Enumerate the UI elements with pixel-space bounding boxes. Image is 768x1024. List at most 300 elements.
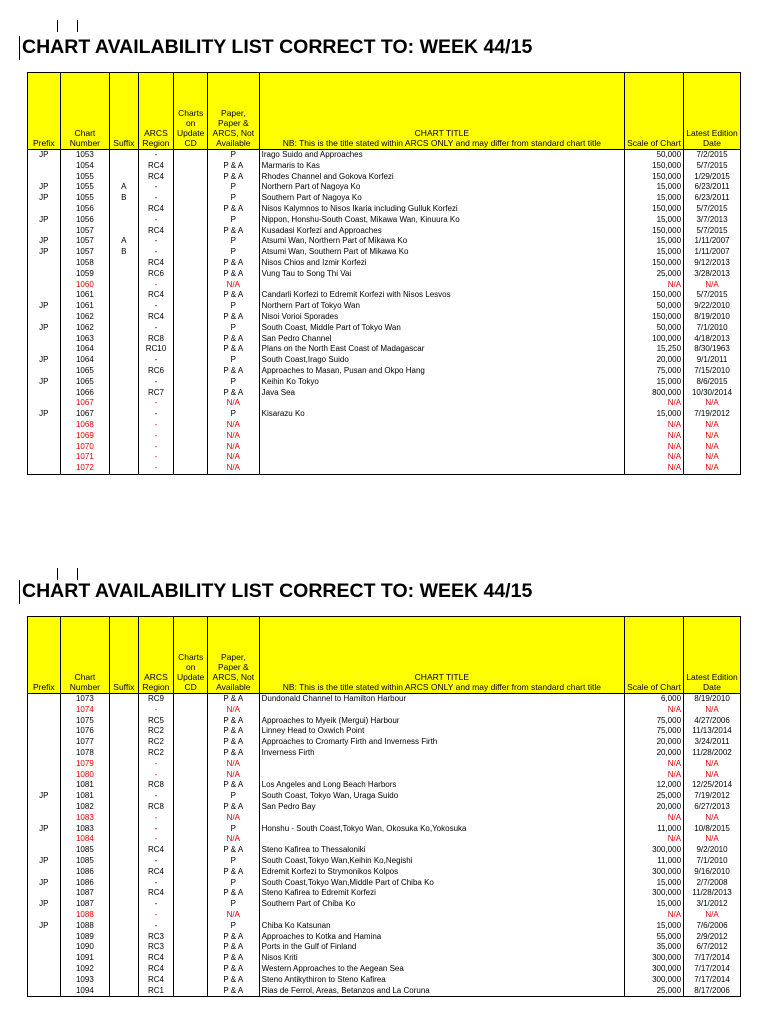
arcs-region-cell: -: [138, 813, 174, 824]
chart-number-cell: 1078: [60, 748, 109, 759]
col-header-charts-on-cd: Charts on Update CD: [174, 73, 208, 150]
scale-cell: 20,000: [625, 802, 684, 813]
suffix-cell: [110, 463, 138, 474]
chart-number-cell: 1085: [60, 845, 109, 856]
chart-number-cell: 1086: [60, 867, 109, 878]
prefix-cell: [28, 986, 61, 997]
arcs-region-cell: RC6: [138, 366, 174, 377]
suffix-cell: [110, 420, 138, 431]
chart-number-cell: 1064: [60, 344, 109, 355]
chart-number-cell: 1083: [60, 824, 109, 835]
scale-cell: 15,000: [625, 193, 684, 204]
prefix-cell: JP: [28, 878, 61, 889]
scale-cell: N/A: [625, 280, 684, 291]
edition-date-cell: 12/25/2014: [684, 780, 741, 791]
charts-on-cd-cell: [174, 975, 208, 986]
suffix-cell: [110, 964, 138, 975]
charts-on-cd-cell: [174, 856, 208, 867]
scale-cell: 15,000: [625, 921, 684, 932]
paper-cell: N/A: [208, 398, 260, 409]
edition-date-cell: 2/9/2012: [684, 932, 741, 943]
edition-date-cell: 5/7/2015: [684, 290, 741, 301]
paper-cell: N/A: [208, 420, 260, 431]
arcs-region-cell: -: [138, 150, 174, 161]
chart-number-cell: 1056: [60, 204, 109, 215]
scale-cell: 300,000: [625, 964, 684, 975]
scale-cell: 35,000: [625, 942, 684, 953]
suffix-cell: [110, 258, 138, 269]
edition-date-cell: 7/17/2014: [684, 964, 741, 975]
prefix-cell: JP: [28, 323, 61, 334]
paper-cell: P & A: [208, 953, 260, 964]
paper-cell: N/A: [208, 280, 260, 291]
charts-on-cd-cell: [174, 910, 208, 921]
suffix-cell: [110, 705, 138, 716]
edition-date-cell: 8/6/2015: [684, 377, 741, 388]
chart-number-cell: 1060: [60, 280, 109, 291]
paper-cell: P & A: [208, 964, 260, 975]
chart-title-cell: Vung Tau to Song Thi Vai: [259, 269, 624, 280]
scale-cell: 20,000: [625, 748, 684, 759]
arcs-region-cell: -: [138, 899, 174, 910]
table-row: [28, 398, 741, 409]
chart-title-heading: CHART TITLE: [414, 128, 469, 138]
charts-on-cd-cell: [174, 182, 208, 193]
prefix-cell: [28, 204, 61, 215]
suffix-cell: [110, 856, 138, 867]
table-row: [28, 845, 741, 856]
chart-title-cell: South Coast, Middle Part of Tokyo Wan: [259, 323, 624, 334]
arcs-region-cell: -: [138, 463, 174, 474]
edition-date-cell: N/A: [684, 705, 741, 716]
edition-date-cell: 8/30/1963: [684, 344, 741, 355]
suffix-cell: [110, 334, 138, 345]
chart-title-cell: Rhodes Channel and Gokova Korfezi: [259, 172, 624, 183]
arcs-region-cell: RC2: [138, 737, 174, 748]
charts-on-cd-cell: [174, 431, 208, 442]
charts-on-cd-cell: [174, 452, 208, 463]
charts-on-cd-cell: [174, 150, 208, 161]
chart-number-cell: 1068: [60, 420, 109, 431]
scale-cell: 50,000: [625, 323, 684, 334]
table-header-row: [28, 617, 741, 694]
paper-cell: P & A: [208, 845, 260, 856]
suffix-cell: [110, 301, 138, 312]
paper-cell: P & A: [208, 290, 260, 301]
chart-number-cell: 1053: [60, 150, 109, 161]
suffix-cell: [110, 748, 138, 759]
suffix-cell: [110, 975, 138, 986]
arcs-region-cell: RC4: [138, 172, 174, 183]
suffix-cell: [110, 834, 138, 845]
col-header-prefix: Prefix: [28, 617, 61, 694]
suffix-cell: [110, 888, 138, 899]
charts-on-cd-cell: [174, 269, 208, 280]
charts-on-cd-cell: [174, 193, 208, 204]
charts-on-cd-cell: [174, 290, 208, 301]
suffix-cell: [110, 942, 138, 953]
edition-date-cell: N/A: [684, 770, 741, 781]
chart-number-cell: 1057: [60, 247, 109, 258]
arcs-region-cell: -: [138, 878, 174, 889]
arcs-region-cell: RC10: [138, 344, 174, 355]
prefix-cell: [28, 802, 61, 813]
table-row: [28, 312, 741, 323]
prefix-cell: [28, 226, 61, 237]
paper-cell: P & A: [208, 269, 260, 280]
prefix-cell: [28, 813, 61, 824]
edition-date-cell: N/A: [684, 910, 741, 921]
charts-on-cd-cell: [174, 726, 208, 737]
col-header-scale: Scale of Chart: [625, 617, 684, 694]
chart-title-cell: Keihin Ko Tokyo: [259, 377, 624, 388]
paper-cell: P & A: [208, 780, 260, 791]
chart-title-cell: Honshu - South Coast,Tokyo Wan, Okosuka Ko,Yokosuka: [259, 824, 624, 835]
suffix-cell: [110, 716, 138, 727]
arcs-region-cell: RC4: [138, 226, 174, 237]
table-row: [28, 975, 741, 986]
paper-cell: P & A: [208, 694, 260, 705]
prefix-cell: [28, 834, 61, 845]
prefix-cell: [28, 910, 61, 921]
prefix-cell: JP: [28, 301, 61, 312]
charts-on-cd-cell: [174, 355, 208, 366]
chart-number-cell: 1092: [60, 964, 109, 975]
scale-cell: 300,000: [625, 975, 684, 986]
chart-title-cell: Northern Part of Tokyo Wan: [259, 301, 624, 312]
chart-title-cell: [259, 759, 624, 770]
paper-cell: P: [208, 377, 260, 388]
table-row: [28, 737, 741, 748]
prefix-cell: [28, 726, 61, 737]
charts-on-cd-cell: [174, 463, 208, 474]
chart-number-cell: 1073: [60, 694, 109, 705]
edition-date-cell: 7/1/2010: [684, 856, 741, 867]
scale-cell: 11,000: [625, 856, 684, 867]
paper-cell: N/A: [208, 834, 260, 845]
charts-on-cd-cell: [174, 791, 208, 802]
table-row: [28, 215, 741, 226]
paper-cell: P & A: [208, 867, 260, 878]
edition-date-cell: 10/8/2015: [684, 824, 741, 835]
edition-date-cell: 6/7/2012: [684, 942, 741, 953]
charts-on-cd-cell: [174, 161, 208, 172]
table-row: [28, 420, 741, 431]
scale-cell: N/A: [625, 910, 684, 921]
suffix-cell: [110, 344, 138, 355]
chart-title-cell: [259, 813, 624, 824]
chart-title-cell: Approaches to Masan, Pusan and Okpo Hang: [259, 366, 624, 377]
chart-number-cell: 1077: [60, 737, 109, 748]
col-header-prefix: Prefix: [28, 73, 61, 150]
suffix-cell: [110, 204, 138, 215]
edition-date-cell: 11/13/2014: [684, 726, 741, 737]
prefix-cell: [28, 258, 61, 269]
chart-number-cell: 1070: [60, 442, 109, 453]
charts-on-cd-cell: [174, 942, 208, 953]
prefix-cell: JP: [28, 182, 61, 193]
table-row: [28, 910, 741, 921]
arcs-region-cell: -: [138, 323, 174, 334]
edition-date-cell: 7/15/2010: [684, 366, 741, 377]
arcs-region-cell: -: [138, 705, 174, 716]
arcs-region-cell: -: [138, 280, 174, 291]
charts-on-cd-cell: [174, 420, 208, 431]
chart-title-cell: [259, 452, 624, 463]
chart-title-cell: Northern Part of Nagoya Ko: [259, 182, 624, 193]
scale-cell: 55,000: [625, 932, 684, 943]
chart-availability-table: [27, 616, 741, 997]
col-header-arcs-region: ARCS Region: [138, 617, 174, 694]
edition-date-cell: 1/11/2007: [684, 236, 741, 247]
suffix-cell: [110, 813, 138, 824]
edition-date-cell: 5/7/2015: [684, 161, 741, 172]
edition-date-cell: 9/1/2011: [684, 355, 741, 366]
charts-on-cd-cell: [174, 770, 208, 781]
arcs-region-cell: RC7: [138, 388, 174, 399]
suffix-cell: [110, 452, 138, 463]
chart-title-cell: Approaches to Myeik (Mergui) Harbour: [259, 716, 624, 727]
suffix-cell: [110, 780, 138, 791]
paper-cell: P & A: [208, 942, 260, 953]
prefix-cell: [28, 694, 61, 705]
edition-date-cell: 7/6/2006: [684, 921, 741, 932]
arcs-region-cell: -: [138, 431, 174, 442]
charts-on-cd-cell: [174, 280, 208, 291]
arcs-region-cell: RC2: [138, 748, 174, 759]
prefix-cell: [28, 867, 61, 878]
charts-on-cd-cell: [174, 236, 208, 247]
chart-number-cell: 1061: [60, 301, 109, 312]
charts-on-cd-cell: [174, 953, 208, 964]
chart-number-cell: 1055: [60, 182, 109, 193]
scale-cell: N/A: [625, 834, 684, 845]
arcs-region-cell: RC3: [138, 942, 174, 953]
suffix-cell: [110, 802, 138, 813]
table-row: [28, 377, 741, 388]
paper-cell: P & A: [208, 726, 260, 737]
paper-cell: P: [208, 182, 260, 193]
charts-on-cd-cell: [174, 867, 208, 878]
suffix-cell: [110, 323, 138, 334]
arcs-region-cell: RC4: [138, 204, 174, 215]
charts-on-cd-cell: [174, 301, 208, 312]
prefix-cell: [28, 748, 61, 759]
chart-title-heading: CHART TITLE: [414, 672, 469, 682]
scale-cell: 15,000: [625, 247, 684, 258]
chart-availability-table: [27, 72, 741, 475]
paper-cell: P: [208, 247, 260, 258]
chart-title-cell: Steno Kafirea to Thessaloniki: [259, 845, 624, 856]
chart-title-cell: Atsumi Wan, Southern Part of Mikawa Ko: [259, 247, 624, 258]
paper-cell: P & A: [208, 802, 260, 813]
suffix-cell: [110, 355, 138, 366]
paper-cell: P & A: [208, 748, 260, 759]
chart-number-cell: 1061: [60, 290, 109, 301]
scale-cell: N/A: [625, 431, 684, 442]
table-row: [28, 226, 741, 237]
paper-cell: P: [208, 236, 260, 247]
scale-cell: 150,000: [625, 204, 684, 215]
chart-title-cell: Approaches to Cromarty Firth and Inverness Firth: [259, 737, 624, 748]
prefix-cell: JP: [28, 856, 61, 867]
table-row: [28, 813, 741, 824]
paper-cell: N/A: [208, 770, 260, 781]
prefix-cell: JP: [28, 921, 61, 932]
charts-on-cd-cell: [174, 172, 208, 183]
table-body: [28, 694, 741, 997]
scale-cell: 15,000: [625, 409, 684, 420]
arcs-region-cell: RC2: [138, 726, 174, 737]
col-header-edition-date: Latest Edition Date: [684, 617, 741, 694]
charts-on-cd-cell: [174, 258, 208, 269]
prefix-cell: [28, 463, 61, 474]
chart-number-cell: 1066: [60, 388, 109, 399]
prefix-cell: JP: [28, 247, 61, 258]
chart-title-cell: Chiba Ko Katsunan: [259, 921, 624, 932]
paper-cell: N/A: [208, 705, 260, 716]
table-row: [28, 388, 741, 399]
arcs-region-cell: RC8: [138, 334, 174, 345]
prefix-cell: [28, 172, 61, 183]
table-row: [28, 856, 741, 867]
table-row: [28, 236, 741, 247]
col-header-chart-title: [259, 617, 624, 694]
paper-cell: P & A: [208, 975, 260, 986]
suffix-cell: B: [110, 193, 138, 204]
arcs-region-cell: RC4: [138, 975, 174, 986]
chart-title-cell: South Coast,Tokyo Wan,Middle Part of Chiba Ko: [259, 878, 624, 889]
prefix-cell: [28, 759, 61, 770]
suffix-cell: [110, 388, 138, 399]
scale-cell: 75,000: [625, 716, 684, 727]
arcs-region-cell: -: [138, 398, 174, 409]
arcs-region-cell: RC4: [138, 953, 174, 964]
chart-title-cell: Dundonald Channel to Hamilton Harbour: [259, 694, 624, 705]
arcs-region-cell: RC4: [138, 258, 174, 269]
suffix-cell: [110, 932, 138, 943]
chart-title-cell: Marmaris to Kas: [259, 161, 624, 172]
chart-title-cell: [259, 834, 624, 845]
paper-cell: N/A: [208, 431, 260, 442]
suffix-cell: [110, 845, 138, 856]
chart-number-cell: 1074: [60, 705, 109, 716]
suffix-cell: A: [110, 182, 138, 193]
scale-cell: N/A: [625, 759, 684, 770]
suffix-cell: [110, 899, 138, 910]
prefix-cell: [28, 942, 61, 953]
charts-on-cd-cell: [174, 845, 208, 856]
chart-number-cell: 1071: [60, 452, 109, 463]
prefix-cell: [28, 845, 61, 856]
table-row: [28, 334, 741, 345]
scale-cell: N/A: [625, 770, 684, 781]
chart-title-cell: Western Approaches to the Aegean Sea: [259, 964, 624, 975]
charts-on-cd-cell: [174, 247, 208, 258]
chart-title-cell: Rias de Ferrol, Areas, Betanzos and La Coruna: [259, 986, 624, 997]
charts-on-cd-cell: [174, 759, 208, 770]
chart-title-cell: Approaches to Kotka and Hamina: [259, 932, 624, 943]
scale-cell: 75,000: [625, 726, 684, 737]
charts-on-cd-cell: [174, 312, 208, 323]
scale-cell: N/A: [625, 813, 684, 824]
prefix-cell: [28, 398, 61, 409]
paper-cell: N/A: [208, 463, 260, 474]
paper-cell: N/A: [208, 813, 260, 824]
suffix-cell: [110, 280, 138, 291]
prefix-cell: [28, 716, 61, 727]
table-row: [28, 748, 741, 759]
arcs-region-cell: -: [138, 193, 174, 204]
paper-cell: P & A: [208, 986, 260, 997]
arcs-region-cell: RC4: [138, 290, 174, 301]
suffix-cell: [110, 215, 138, 226]
chart-number-cell: 1089: [60, 932, 109, 943]
suffix-cell: [110, 150, 138, 161]
col-header-scale: Scale of Chart: [625, 73, 684, 150]
paper-cell: P: [208, 791, 260, 802]
table-row: [28, 834, 741, 845]
edition-date-cell: 9/16/2010: [684, 867, 741, 878]
prefix-cell: JP: [28, 409, 61, 420]
arcs-region-cell: RC4: [138, 161, 174, 172]
charts-on-cd-cell: [174, 323, 208, 334]
suffix-cell: [110, 431, 138, 442]
arcs-region-cell: RC1: [138, 986, 174, 997]
prefix-cell: [28, 705, 61, 716]
chart-number-cell: 1062: [60, 323, 109, 334]
chart-number-cell: 1084: [60, 834, 109, 845]
arcs-region-cell: -: [138, 420, 174, 431]
chart-title-note: NB: This is the title stated within ARCS ONLY and may differ from standard chart title: [282, 682, 601, 692]
arcs-region-cell: -: [138, 182, 174, 193]
prefix-cell: JP: [28, 193, 61, 204]
chart-title-cell: Kisarazu Ko: [259, 409, 624, 420]
chart-number-cell: 1081: [60, 791, 109, 802]
edition-date-cell: 5/7/2015: [684, 204, 741, 215]
charts-on-cd-cell: [174, 737, 208, 748]
table-row: [28, 986, 741, 997]
arcs-region-cell: RC8: [138, 802, 174, 813]
page-title: CHART AVAILABILITY LIST CORRECT TO: WEEK 44/15: [22, 36, 533, 58]
chart-number-cell: 1059: [60, 269, 109, 280]
table-row: [28, 694, 741, 705]
scale-cell: 12,000: [625, 780, 684, 791]
charts-on-cd-cell: [174, 377, 208, 388]
prefix-cell: JP: [28, 236, 61, 247]
table-row: [28, 366, 741, 377]
chart-title-cell: South Coast, Tokyo Wan, Uraga Suido: [259, 791, 624, 802]
edition-date-cell: 6/23/2011: [684, 193, 741, 204]
edition-date-cell: 11/28/2002: [684, 748, 741, 759]
chart-title-cell: Atsumi Wan, Northern Part of Mikawa Ko: [259, 236, 624, 247]
chart-number-cell: 1080: [60, 770, 109, 781]
edition-date-cell: 3/7/2013: [684, 215, 741, 226]
prefix-cell: JP: [28, 824, 61, 835]
edition-date-cell: N/A: [684, 834, 741, 845]
edition-date-cell: 7/17/2014: [684, 953, 741, 964]
prefix-cell: [28, 344, 61, 355]
chart-number-cell: 1058: [60, 258, 109, 269]
suffix-cell: A: [110, 236, 138, 247]
suffix-cell: [110, 366, 138, 377]
table-row: [28, 964, 741, 975]
arcs-region-cell: -: [138, 759, 174, 770]
table-row: [28, 172, 741, 183]
table-row: [28, 323, 741, 334]
charts-on-cd-cell: [174, 705, 208, 716]
scale-cell: 100,000: [625, 334, 684, 345]
